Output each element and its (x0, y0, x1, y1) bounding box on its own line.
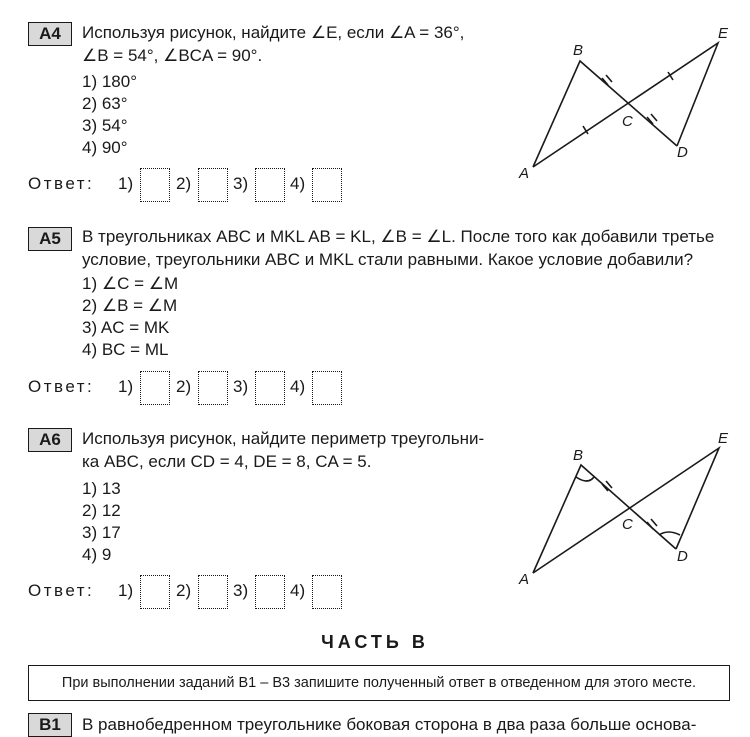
a4-label-a: A (519, 165, 530, 182)
a6-tick-cd-2 (651, 519, 657, 526)
task-a6-answer-box-1[interactable] (140, 575, 170, 609)
part-b-title: ЧАСТЬ В (321, 632, 429, 652)
task-a4-answer-box-3[interactable] (255, 168, 285, 202)
task-a5-option-2: 2) ∠B = ∠M (82, 296, 178, 315)
answer-option-4-label: 4) (290, 174, 306, 193)
task-a4-question-line-1: Используя рисунок, найдите ∠E, если ∠A = 36°, (82, 23, 465, 42)
task-a4-answer-box-4[interactable] (312, 168, 342, 202)
answer-label: Ответ: (28, 581, 95, 600)
a6-label-e: E (718, 430, 729, 447)
task-b1-badge: В1 (28, 713, 72, 737)
task-a4-option-2: 2) 63° (82, 94, 128, 113)
answer-option-2-label: 2) (176, 377, 192, 396)
task-a5-answer-box-1[interactable] (140, 371, 170, 405)
task-a6-options (82, 478, 121, 566)
task-a4-answer-box-2[interactable] (198, 168, 228, 202)
answer-option-1-label: 1) (118, 377, 134, 396)
answer-option-2-label: 2) (176, 174, 192, 193)
task-a6-badge: A6 (28, 428, 72, 452)
task-a6-answer-box-3[interactable] (255, 575, 285, 609)
task-a4-option-3: 3) 54° (82, 116, 128, 135)
task-a5-options (82, 273, 178, 361)
task-a6-question-line-1: Используя рисунок, найдите периметр треугольни- (82, 429, 485, 448)
answer-option-3-label: 3) (233, 377, 249, 396)
task-a5-answer-box-4[interactable] (312, 371, 342, 405)
task-a6-figure (510, 425, 740, 595)
task-a5-option-1: 1) ∠C = ∠M (82, 274, 179, 293)
task-a5-question-line-2: условие, треугольники ABC и MKL стали равными. Какое условие добавили? (82, 250, 694, 269)
a4-label-e: E (718, 25, 729, 42)
a6-label-b: B (573, 447, 584, 464)
a4-tick-cd-2 (651, 114, 657, 121)
task-a5-badge: A5 (28, 227, 72, 251)
a4-label-b: B (573, 42, 584, 59)
answer-option-4-label: 4) (290, 581, 306, 600)
task-a5-answer-box-3[interactable] (255, 371, 285, 405)
task-a6-answer-box-2[interactable] (198, 575, 228, 609)
a6-tick-cd-1 (647, 522, 653, 529)
task-a4-question-line-2: ∠B = 54°, ∠BCA = 90°. (82, 46, 263, 65)
task-b1-question: В равнобедренном треугольнике боковая сторона в два раза больше основа- (82, 715, 697, 734)
answer-option-2-label: 2) (176, 581, 192, 600)
a4-tick-bc-2 (606, 75, 612, 82)
task-a4-option-1: 1) 180° (82, 72, 138, 91)
task-a6-option-4: 4) 9 (82, 545, 112, 564)
a6-angle-d-arc (659, 532, 680, 535)
task-a4-option-4: 4) 90° (82, 138, 128, 157)
a6-triangle-abc-lines (533, 465, 676, 573)
a4-label-d: D (677, 144, 688, 161)
answer-option-4-label: 4) (290, 377, 306, 396)
a6-label-d: D (677, 548, 688, 565)
answer-label: Ответ: (28, 377, 95, 396)
task-a4-question (82, 21, 464, 67)
answer-option-1-label: 1) (118, 174, 134, 193)
task-a4-answer-box-1[interactable] (140, 168, 170, 202)
answer-option-1-label: 1) (118, 581, 134, 600)
a4-label-c: C (622, 113, 633, 130)
task-a4-options (82, 71, 137, 159)
a4-triangle-abc-lines (533, 61, 677, 167)
answer-option-3-label: 3) (233, 581, 249, 600)
task-a5-option-4: 4) BC = ML (82, 340, 169, 359)
task-a6-option-3: 3) 17 (82, 523, 121, 542)
task-a6-option-2: 2) 12 (82, 501, 121, 520)
task-a6-answer-box-4[interactable] (312, 575, 342, 609)
a6-angle-b-arc (576, 477, 594, 481)
task-a5-question (82, 225, 714, 271)
task-a6-question (82, 427, 484, 473)
task-a5-answer-box-2[interactable] (198, 371, 228, 405)
task-a6-option-1: 1) 13 (82, 479, 121, 498)
task-a5-option-3: 3) AC = MK (82, 318, 170, 337)
task-a5-question-line-1: В треугольниках ABC и MKL AB = KL, ∠B = ∠L. После того как добавили третье (82, 227, 715, 246)
a6-label-a: A (519, 571, 530, 588)
task-a4-figure (510, 20, 740, 190)
part-b-instruction: При выполнении заданий В1 – В3 запишите полученный ответ в отведенном для этого месте. (28, 665, 730, 701)
a6-label-c: C (622, 516, 633, 533)
answer-label: Ответ: (28, 174, 95, 193)
answer-option-3-label: 3) (233, 174, 249, 193)
task-a6-question-line-2: ка ABC, если CD = 4, DE = 8, CA = 5. (82, 452, 372, 471)
task-a4-badge: A4 (28, 22, 72, 46)
